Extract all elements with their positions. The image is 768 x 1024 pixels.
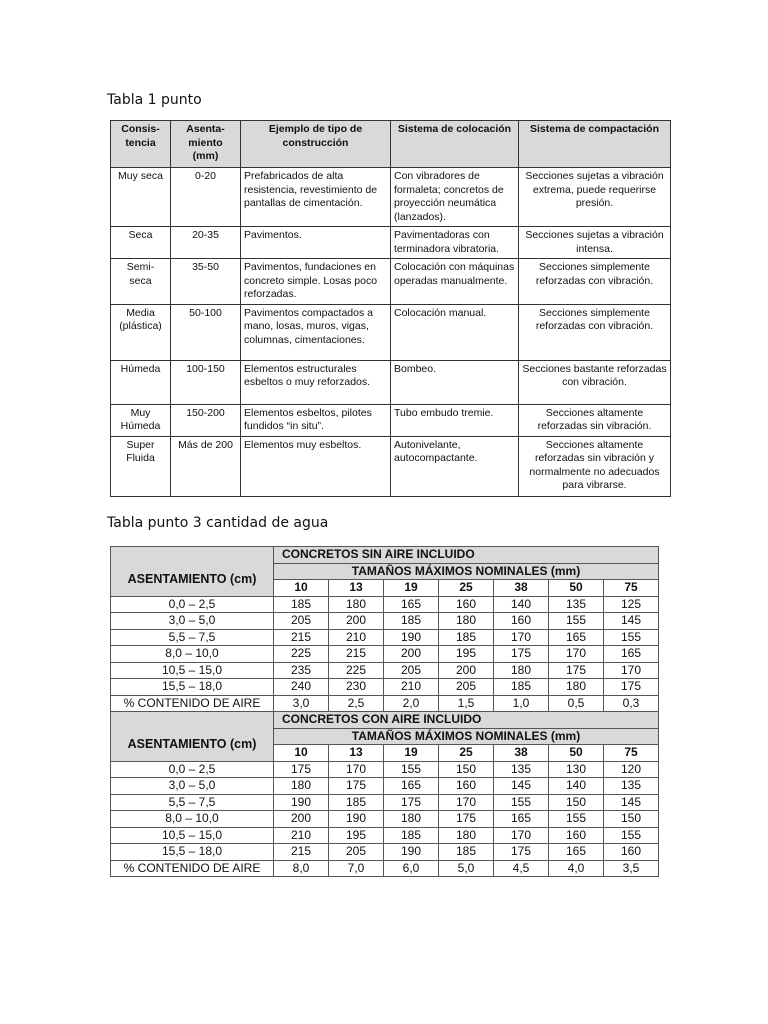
cell-compactacion: Secciones sujetas a vibración intensa. [519,227,671,259]
water-value: 190 [329,811,384,828]
water-row [111,860,659,877]
size-header: 25 [439,580,494,597]
row-label: 0,0 – 2,5 [111,596,274,613]
cell-compactacion: Secciones simplemente reforzadas con vibración. [519,304,671,360]
water-value: 200 [274,811,329,828]
water-row [111,629,659,646]
water-value: 200 [384,646,439,663]
water-value: 4,0 [549,860,604,877]
water-value: 215 [274,629,329,646]
water-value: 150 [604,811,659,828]
water-row [111,827,659,844]
water-value: 135 [494,761,549,778]
size-header: 25 [439,745,494,762]
size-header: 13 [329,580,384,597]
cell-colocacion: Colocación con máquinas operadas manualmente. [391,259,519,305]
cell-ejemplo: Elementos esbeltos, pilotes fundidos “in situ”. [241,404,391,436]
water-value: 165 [604,646,659,663]
water-value: 120 [604,761,659,778]
water-value: 170 [439,794,494,811]
water-value: 165 [384,596,439,613]
water-row [111,695,659,712]
cell-consistencia: Muy Húmeda [111,404,171,436]
row-label: 3,0 – 5,0 [111,778,274,795]
sizes-title-row [111,728,659,745]
row-label: % CONTENIDO DE AIRE [111,695,274,712]
water-value: 175 [549,662,604,679]
water-row [111,778,659,795]
section-title-spacer [111,712,274,729]
header-colocacion: Sistema de colocación [391,121,519,168]
water-value: 165 [549,629,604,646]
cell-colocacion: Tubo embudo tremie. [391,404,519,436]
row-label: 0,0 – 2,5 [111,761,274,778]
water-value: 4,5 [494,860,549,877]
row-label: 10,5 – 15,0 [111,827,274,844]
water-value: 3,0 [274,695,329,712]
cell-compactacion: Secciones sujetas a vibración extrema, puede requerirse presión. [519,168,671,227]
cell-asentamiento: 50-100 [171,304,241,360]
water-value: 0,5 [549,695,604,712]
cell-consistencia: Media (plástica) [111,304,171,360]
consistency-row [111,168,671,227]
consistency-row [111,404,671,436]
sizes-title: TAMAÑOS MÁXIMOS NOMINALES (mm) [274,563,659,580]
water-value: 175 [439,811,494,828]
water-value: 140 [549,778,604,795]
water-value: 170 [549,646,604,663]
cell-colocacion: Con vibradores de formaleta; concretos de proyección neumática (lanzados). [391,168,519,227]
size-header: 38 [494,745,549,762]
consistency-row [111,360,671,404]
water-value: 230 [329,679,384,696]
cell-asentamiento: 100-150 [171,360,241,404]
cell-compactacion: Secciones simplemente reforzadas con vibración. [519,259,671,305]
size-header: 50 [549,745,604,762]
row-label: 3,0 – 5,0 [111,613,274,630]
water-value: 170 [604,662,659,679]
consistency-row [111,259,671,305]
asentamiento-column-label: ASENTAMIENTO (cm) [111,563,274,596]
water-value: 215 [329,646,384,663]
water-value: 155 [549,811,604,828]
water-value: 175 [604,679,659,696]
water-value: 180 [274,778,329,795]
cell-consistencia: Semi- seca [111,259,171,305]
row-label: 8,0 – 10,0 [111,811,274,828]
row-label: 8,0 – 10,0 [111,646,274,663]
water-row [111,679,659,696]
water-quantity-table [110,546,659,877]
water-value: 235 [274,662,329,679]
cell-colocacion: Bombeo. [391,360,519,404]
row-label: 5,5 – 7,5 [111,794,274,811]
consistency-table [110,120,671,497]
water-value: 5,0 [439,860,494,877]
section-title-row [111,712,659,729]
water-value: 155 [549,613,604,630]
water-value: 3,5 [604,860,659,877]
water-value: 2,0 [384,695,439,712]
water-value: 6,0 [384,860,439,877]
size-header: 19 [384,745,439,762]
water-value: 2,5 [329,695,384,712]
water-value: 190 [274,794,329,811]
cell-ejemplo: Prefabricados de alta resistencia, revestimiento de pantallas de cimentación. [241,168,391,227]
water-value: 175 [274,761,329,778]
water-value: 155 [384,761,439,778]
water-value: 145 [494,778,549,795]
water-value: 190 [384,844,439,861]
table1-heading: Tabla 1 punto [107,92,202,108]
cell-ejemplo: Elementos muy esbeltos. [241,436,391,496]
water-value: 210 [329,629,384,646]
water-value: 170 [494,629,549,646]
cell-compactacion: Secciones altamente reforzadas sin vibración y normalmente no adecuados para vibrarse. [519,436,671,496]
water-value: 160 [494,613,549,630]
size-header: 10 [274,580,329,597]
size-header: 10 [274,745,329,762]
water-value: 140 [494,596,549,613]
sizes-title-row [111,563,659,580]
header-compactacion: Sistema de compactación [519,121,671,168]
water-value: 135 [604,778,659,795]
water-value: 200 [329,613,384,630]
water-row [111,811,659,828]
water-value: 180 [494,662,549,679]
cell-consistencia: Super Fluida [111,436,171,496]
water-value: 195 [439,646,494,663]
water-value: 135 [549,596,604,613]
water-value: 165 [549,844,604,861]
water-value: 180 [549,679,604,696]
water-value: 185 [439,629,494,646]
consistency-row [111,436,671,496]
water-value: 225 [329,662,384,679]
water-row [111,794,659,811]
cell-consistencia: Muy seca [111,168,171,227]
water-value: 0,3 [604,695,659,712]
asentamiento-column-label: ASENTAMIENTO (cm) [111,728,274,761]
header-asentamiento: Asenta- miento (mm) [171,121,241,168]
water-row [111,844,659,861]
water-value: 150 [439,761,494,778]
water-value: 240 [274,679,329,696]
water-value: 170 [329,761,384,778]
water-row [111,662,659,679]
water-value: 155 [604,827,659,844]
cell-colocacion: Colocación manual. [391,304,519,360]
cell-colocacion: Autonivelante, autocompactante. [391,436,519,496]
water-value: 185 [384,827,439,844]
size-header: 19 [384,580,439,597]
section-title: CONCRETOS SIN AIRE INCLUIDO [274,547,659,564]
water-value: 225 [274,646,329,663]
water-value: 200 [439,662,494,679]
header-ejemplo: Ejemplo de tipo de construcción [241,121,391,168]
table2-heading: Tabla punto 3 cantidad de agua [107,515,329,531]
cell-colocacion: Pavimentadoras con terminadora vibratoria. [391,227,519,259]
water-value: 205 [274,613,329,630]
water-value: 180 [384,811,439,828]
water-value: 180 [439,827,494,844]
water-value: 170 [494,827,549,844]
cell-asentamiento: Más de 200 [171,436,241,496]
water-row [111,646,659,663]
water-row [111,596,659,613]
row-label: 15,5 – 18,0 [111,844,274,861]
cell-asentamiento: 35-50 [171,259,241,305]
cell-asentamiento: 0-20 [171,168,241,227]
water-value: 205 [329,844,384,861]
size-header: 38 [494,580,549,597]
water-value: 165 [494,811,549,828]
water-value: 130 [549,761,604,778]
cell-ejemplo: Pavimentos compactados a mano, losas, muros, vigas, columnas, cimentaciones. [241,304,391,360]
cell-compactacion: Secciones altamente reforzadas sin vibración. [519,404,671,436]
water-value: 1,5 [439,695,494,712]
water-value: 180 [439,613,494,630]
cell-ejemplo: Elementos estructurales esbeltos o muy reforzados. [241,360,391,404]
consistency-row [111,304,671,360]
row-label: % CONTENIDO DE AIRE [111,860,274,877]
water-value: 185 [439,844,494,861]
row-label: 15,5 – 18,0 [111,679,274,696]
water-value: 215 [274,844,329,861]
cell-asentamiento: 150-200 [171,404,241,436]
water-value: 160 [549,827,604,844]
water-value: 210 [384,679,439,696]
water-value: 160 [439,778,494,795]
water-value: 155 [604,629,659,646]
size-header: 75 [604,580,659,597]
water-value: 210 [274,827,329,844]
water-value: 8,0 [274,860,329,877]
size-header: 13 [329,745,384,762]
size-header: 50 [549,580,604,597]
water-value: 165 [384,778,439,795]
consistency-row [111,227,671,259]
consistency-table-header [111,121,671,168]
cell-consistencia: Seca [111,227,171,259]
water-value: 175 [494,646,549,663]
water-value: 185 [329,794,384,811]
water-value: 1,0 [494,695,549,712]
cell-ejemplo: Pavimentos. [241,227,391,259]
water-value: 155 [494,794,549,811]
water-value: 150 [549,794,604,811]
water-value: 125 [604,596,659,613]
water-value: 205 [439,679,494,696]
header-consistencia: Consis- tencia [111,121,171,168]
water-value: 185 [384,613,439,630]
section-title-row [111,547,659,564]
water-value: 205 [384,662,439,679]
water-value: 175 [384,794,439,811]
cell-compactacion: Secciones bastante reforzadas con vibración. [519,360,671,404]
water-value: 7,0 [329,860,384,877]
water-value: 185 [494,679,549,696]
water-row [111,761,659,778]
water-value: 160 [604,844,659,861]
water-row [111,613,659,630]
row-label: 5,5 – 7,5 [111,629,274,646]
water-value: 185 [274,596,329,613]
row-label: 10,5 – 15,0 [111,662,274,679]
water-value: 175 [329,778,384,795]
water-value: 160 [439,596,494,613]
cell-ejemplo: Pavimentos, fundaciones en concreto simple. Losas poco reforzadas. [241,259,391,305]
cell-consistencia: Húmeda [111,360,171,404]
water-value: 145 [604,794,659,811]
water-value: 145 [604,613,659,630]
section-title-spacer [111,547,274,564]
water-value: 190 [384,629,439,646]
water-value: 175 [494,844,549,861]
section-title: CONCRETOS CON AIRE INCLUIDO [274,712,659,729]
sizes-title: TAMAÑOS MÁXIMOS NOMINALES (mm) [274,728,659,745]
water-value: 180 [329,596,384,613]
size-header: 75 [604,745,659,762]
cell-asentamiento: 20-35 [171,227,241,259]
water-value: 195 [329,827,384,844]
